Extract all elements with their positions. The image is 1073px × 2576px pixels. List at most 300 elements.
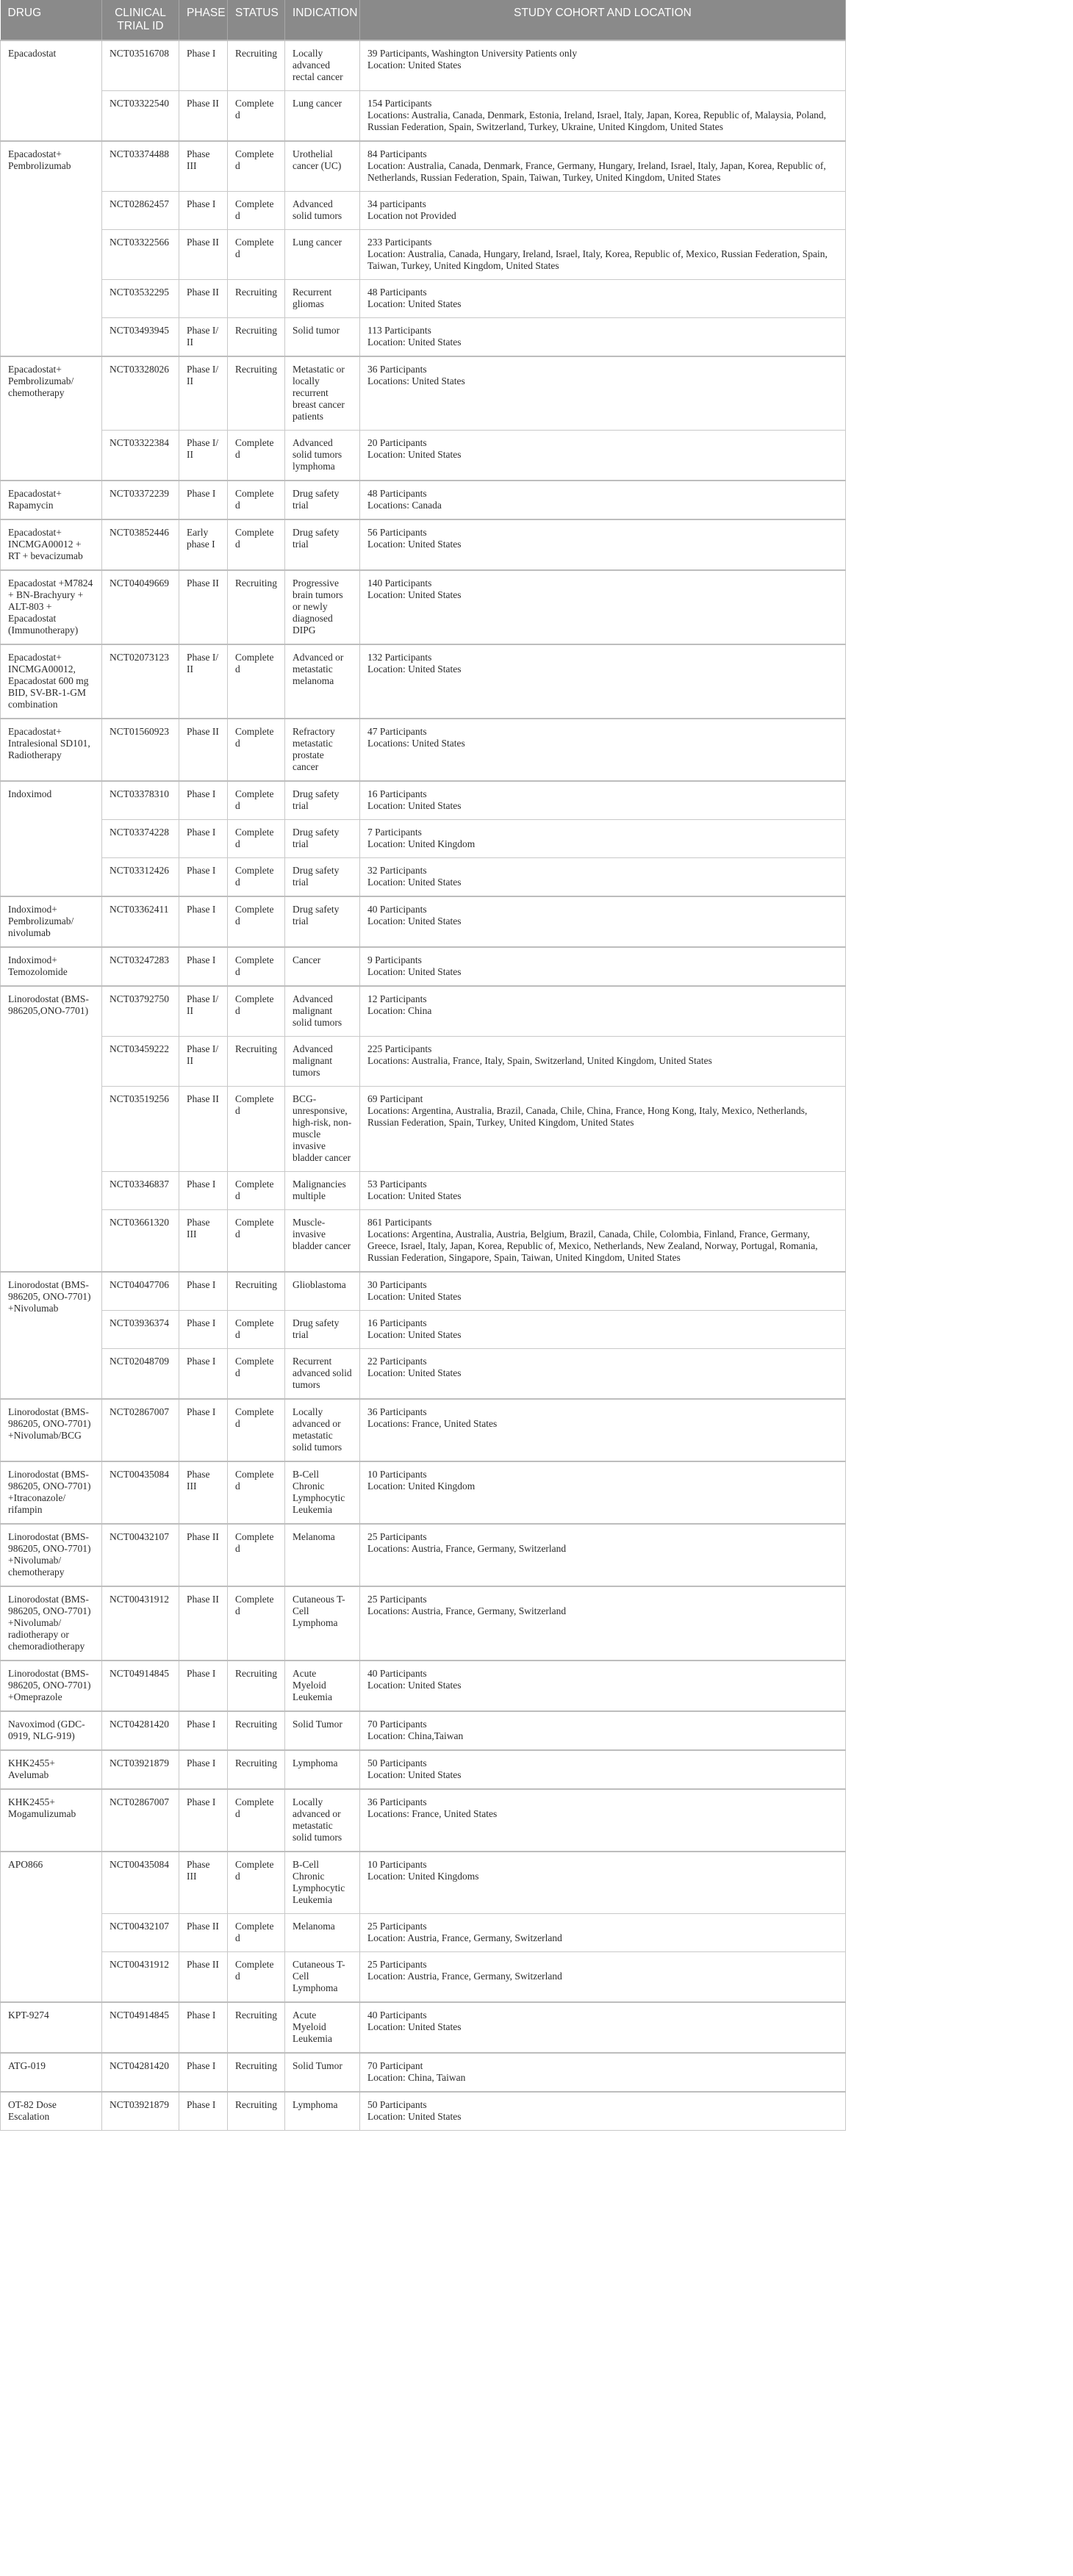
trial-id-cell: NCT00431912 [102,1586,179,1661]
indication-cell: Drug safety trial [285,820,360,858]
indication-cell: Advanced malignant solid tumors [285,986,360,1037]
trial-id-cell: NCT01560923 [102,719,179,781]
trial-id-cell: NCT04047706 [102,1272,179,1311]
status-cell: Completed [228,1311,285,1349]
indication-cell: Drug safety trial [285,781,360,820]
status-cell: Completed [228,1914,285,1952]
drug-cell: KHK2455+ Avelumab [1,1750,102,1789]
participants-text: 36 Participants [367,364,427,375]
cohort-cell [360,1914,846,1952]
indication-cell: Drug safety trial [285,519,360,570]
indication-cell: Lymphoma [285,2092,360,2131]
table-row [1,1349,846,1400]
table-row [1,986,846,1037]
phase-cell: Phase II [179,570,228,644]
cohort-cell [360,356,846,431]
participants-text: 48 Participants [367,488,427,499]
participants-text: 50 Participants [367,2099,427,2110]
cohort-cell [360,1852,846,1914]
cohort-cell [360,781,846,820]
participants-text: 16 Participants [367,788,427,799]
table-row [1,91,846,142]
participants-text: 7 Participants [367,827,422,838]
cohort-cell [360,1210,846,1273]
indication-cell: Lymphoma [285,1750,360,1789]
table-row [1,481,846,519]
status-cell: Completed [228,719,285,781]
indication-cell: Locally advanced or metastatic solid tumors [285,1789,360,1852]
table-row [1,820,846,858]
drug-cell: ATG-019 [1,2053,102,2092]
phase-cell: Phase I [179,781,228,820]
trial-id-cell: NCT03921879 [102,1750,179,1789]
participants-text: 34 participants [367,198,426,209]
status-cell: Recruiting [228,1037,285,1087]
location-text: Location: United States [367,298,462,309]
status-cell: Completed [228,1349,285,1400]
trial-id-cell: NCT00432107 [102,1914,179,1952]
location-text: Locations: Argentina, Australia, Austria, Belgium, Brazil, Canada, Chile, Colombia, Finland, France, Germany, Greece, Israel, Italy, Japan, Korea, Republic of, Mexico, Netherlands, New Zealand, Norway, Portugal, Romania, Russian Federation, Singapore, Spain, Taiwan, United Kingdom, United States [367,1228,818,1263]
participants-text: 70 Participant [367,2060,423,2071]
cohort-cell [360,1586,846,1661]
trial-id-cell: NCT00435084 [102,1461,179,1524]
trial-id-cell: NCT03362411 [102,896,179,947]
indication-cell: Solid Tumor [285,2053,360,2092]
location-text: Location: United States [367,1291,462,1302]
phase-cell: Phase II [179,1087,228,1172]
cohort-cell [360,1461,846,1524]
indication-cell: Drug safety trial [285,896,360,947]
status-cell: Completed [228,91,285,142]
table-row [1,1311,846,1349]
location-text: Locations: Argentina, Australia, Brazil, Canada, Chile, China, France, Hong Kong, Italy, Mexico, Netherlands, Russian Federation, Spain, Turkey, United Kingdom, United States [367,1105,808,1128]
participants-text: 36 Participants [367,1406,427,1417]
location-text: Location: Australia, Canada, Denmark, France, Germany, Hungary, Ireland, Israel, Italy, Japan, Korea, Republic of, Netherlands, Russian Federation, Spain, Taiwan, Turkey, United Kingdom, United States [367,160,826,183]
drug-cell: Epacadostat+ INCMGA00012 + RT + bevacizumab [1,519,102,570]
table-row [1,1661,846,1711]
location-text: Location: United States [367,663,462,674]
cohort-cell [360,1750,846,1789]
indication-cell: Progressive brain tumors or newly diagnosed DIPG [285,570,360,644]
status-cell: Completed [228,1952,285,2003]
phase-cell: Phase I/ II [179,1037,228,1087]
phase-cell: Phase I [179,2053,228,2092]
location-text: Location: United States [367,1329,462,1340]
cohort-cell [360,280,846,318]
indication-cell: B-Cell Chronic Lymphocytic Leukemia [285,1461,360,1524]
phase-cell: Phase I [179,858,228,897]
trial-id-cell: NCT02073123 [102,644,179,719]
cohort-cell [360,644,846,719]
cohort-cell [360,481,846,519]
drug-cell: Linorodostat (BMS-986205,ONO-7701) [1,986,102,1272]
trial-id-cell: NCT03322384 [102,431,179,481]
status-cell: Completed [228,1789,285,1852]
participants-text: 154 Participants [367,98,432,109]
indication-cell: Refractory metastatic prostate cancer [285,719,360,781]
table-row [1,644,846,719]
cohort-cell [360,91,846,142]
status-cell: Completed [228,1586,285,1661]
phase-cell: Phase II [179,230,228,280]
trial-id-cell: NCT04049669 [102,570,179,644]
participants-text: 69 Participant [367,1093,423,1104]
location-text: Location: United States [367,1367,462,1378]
phase-cell: Phase I [179,1711,228,1750]
location-text: Location: United States [367,1680,462,1691]
trial-id-cell: NCT04281420 [102,1711,179,1750]
trial-id-cell: NCT02867007 [102,1399,179,1461]
drug-cell: Linorodostat (BMS-986205, ONO-7701) +Nivolumab/ radiotherapy or chemoradiotherapy [1,1586,102,1661]
trial-id-cell: NCT03378310 [102,781,179,820]
trial-id-cell: NCT03792750 [102,986,179,1037]
indication-cell: Glioblastoma [285,1272,360,1311]
status-cell: Completed [228,1210,285,1273]
drug-cell: Navoximod (GDC-0919, NLG-919) [1,1711,102,1750]
phase-cell: Phase I/ II [179,356,228,431]
phase-cell: Phase I [179,1349,228,1400]
table-row [1,1399,846,1461]
cohort-cell [360,1349,846,1400]
table-row [1,570,846,644]
indication-cell: Locally advanced or metastatic solid tumors [285,1399,360,1461]
phase-cell: Phase I [179,481,228,519]
trial-id-cell: NCT03921879 [102,2092,179,2131]
location-text: Location: China [367,1005,432,1016]
status-cell: Completed [228,192,285,230]
table-row [1,356,846,431]
indication-cell: Advanced solid tumors [285,192,360,230]
drug-cell: Indoximod [1,781,102,896]
status-cell: Recruiting [228,280,285,318]
status-cell: Recruiting [228,2053,285,2092]
participants-text: 9 Participants [367,954,422,965]
location-text: Locations: France, United States [367,1418,498,1429]
drug-cell: Linorodostat (BMS-986205, ONO-7701) +Omeprazole [1,1661,102,1711]
table-row [1,1789,846,1852]
participants-text: 12 Participants [367,993,427,1004]
participants-text: 48 Participants [367,287,427,298]
table-header [1,0,846,40]
trial-id-cell: NCT04914845 [102,1661,179,1711]
status-cell: Recruiting [228,2092,285,2131]
location-text: Location: United States [367,60,462,71]
participants-text: 113 Participants [367,325,431,336]
drug-cell: Linorodostat (BMS-986205, ONO-7701) +Nivolumab/BCG [1,1399,102,1461]
table-row [1,1750,846,1789]
participants-text: 47 Participants [367,726,427,737]
indication-cell: Lung cancer [285,91,360,142]
indication-cell: Acute Myeloid Leukemia [285,2002,360,2053]
participants-text: 140 Participants [367,578,432,589]
phase-cell: Phase I [179,1272,228,1311]
indication-cell: Lung cancer [285,230,360,280]
location-text: Locations: Canada [367,500,442,511]
participants-text: 56 Participants [367,527,427,538]
trial-id-cell: NCT03328026 [102,356,179,431]
participants-text: 225 Participants [367,1043,432,1054]
indication-cell: Melanoma [285,1524,360,1586]
phase-cell: Early phase I [179,519,228,570]
trial-id-cell: NCT03852446 [102,519,179,570]
status-cell: Recruiting [228,1272,285,1311]
location-text: Location not Provided [367,210,456,221]
location-text: Locations: United States [367,375,465,386]
drug-cell: Epacadostat +M7824 + BN-Brachyury + ALT-803 + Epacadostat (Immunotherapy) [1,570,102,644]
location-text: Location: United States [367,1769,462,1780]
status-cell: Recruiting [228,2002,285,2053]
table-row [1,781,846,820]
drug-cell: Indoximod+ Temozolomide [1,947,102,986]
phase-cell: Phase I [179,2002,228,2053]
trial-id-cell: NCT04281420 [102,2053,179,2092]
phase-cell: Phase I [179,896,228,947]
drug-cell: Epacadostat+ Pembrolizumab/ chemotherapy [1,356,102,481]
indication-cell: Cutaneous T-Cell Lymphoma [285,1952,360,2003]
phase-cell: Phase I [179,820,228,858]
table-row [1,2002,846,2053]
indication-cell: Advanced solid tumors lymphoma [285,431,360,481]
participants-text: 10 Participants [367,1859,427,1870]
cohort-cell [360,820,846,858]
location-text: Locations: Australia, France, Italy, Spain, Switzerland, United Kingdom, United States [367,1055,712,1066]
cohort-cell [360,1037,846,1087]
status-cell: Recruiting [228,40,285,91]
cohort-cell [360,40,846,91]
status-cell: Completed [228,481,285,519]
indication-cell: B-Cell Chronic Lymphocytic Leukemia [285,1852,360,1914]
table-row [1,719,846,781]
drug-cell: Indoximod+ Pembrolizumab/ nivolumab [1,896,102,947]
phase-cell: Phase I [179,192,228,230]
indication-cell: Melanoma [285,1914,360,1952]
location-text: Location: United Kingdom [367,838,476,849]
cohort-cell [360,519,846,570]
cohort-cell [360,318,846,357]
location-text: Location: United States [367,1190,462,1201]
location-text: Location: Austria, France, Germany, Switzerland [367,1932,562,1943]
status-cell: Recruiting [228,1750,285,1789]
trial-id-cell: NCT03312426 [102,858,179,897]
drug-cell: Epacadostat+ Pembrolizumab [1,141,102,356]
trial-id-cell: NCT03532295 [102,280,179,318]
drug-cell: Epacadostat+ INCMGA00012, Epacadostat 600 mg BID, SV-BR-1-GM combination [1,644,102,719]
cohort-cell [360,141,846,192]
cohort-cell [360,2092,846,2131]
location-text: Location: United States [367,877,462,888]
cohort-cell [360,2002,846,2053]
table-row [1,230,846,280]
trial-id-cell: NCT03936374 [102,1311,179,1349]
cohort-cell [360,719,846,781]
participants-text: 25 Participants [367,1531,427,1542]
location-text: Location: China, Taiwan [367,2072,466,2083]
trial-id-cell: NCT02048709 [102,1349,179,1400]
phase-cell: Phase I/ II [179,431,228,481]
location-text: Locations: Austria, France, Germany, Switzerland [367,1543,567,1554]
indication-cell: Urothelial cancer (UC) [285,141,360,192]
drug-cell: KPT-9274 [1,2002,102,2053]
indication-cell: Acute Myeloid Leukemia [285,1661,360,1711]
location-text: Location: United Kingdoms [367,1871,479,1882]
phase-cell: Phase I/ II [179,986,228,1037]
phase-cell: Phase III [179,141,228,192]
status-cell: Completed [228,858,285,897]
indication-cell: Solid Tumor [285,1711,360,1750]
cohort-cell [360,1087,846,1172]
cohort-cell [360,986,846,1037]
indication-cell: Metastatic or locally recurrent breast cancer patients [285,356,360,431]
header-drug: DRUG [1,0,102,40]
cohort-cell [360,1272,846,1311]
cohort-cell [360,896,846,947]
status-cell: Completed [228,781,285,820]
phase-cell: Phase I [179,1750,228,1789]
table-row [1,192,846,230]
participants-text: 40 Participants [367,904,427,915]
phase-cell: Phase I [179,1399,228,1461]
phase-cell: Phase I/ II [179,318,228,357]
cohort-cell [360,230,846,280]
table-row [1,2092,846,2131]
participants-text: 30 Participants [367,1279,427,1290]
participants-text: 32 Participants [367,865,427,876]
table-row [1,141,846,192]
trial-id-cell: NCT03346837 [102,1172,179,1210]
location-text: Location: United Kingdom [367,1481,476,1492]
participants-text: 50 Participants [367,1757,427,1769]
phase-cell: Phase II [179,1952,228,2003]
trial-id-cell: NCT00431912 [102,1952,179,2003]
trial-id-cell: NCT03459222 [102,1037,179,1087]
header-indication: INDICATION [285,0,360,40]
trial-id-cell: NCT03374228 [102,820,179,858]
trial-id-cell: NCT00432107 [102,1524,179,1586]
cohort-cell [360,192,846,230]
location-text: Locations: Australia, Canada, Denmark, Estonia, Ireland, Israel, Italy, Japan, Korea, Republic of, Malaysia, Poland, Russian Federation, Spain, Switzerland, Turkey, Ukraine, United Kingdom, United States [367,109,827,132]
table-row [1,318,846,357]
indication-cell: Drug safety trial [285,858,360,897]
trial-id-cell: NCT03322566 [102,230,179,280]
trial-id-cell: NCT03516708 [102,40,179,91]
indication-cell: Advanced malignant tumors [285,1037,360,1087]
table-row [1,947,846,986]
cohort-cell [360,1524,846,1586]
table-row [1,1852,846,1914]
status-cell: Completed [228,1524,285,1586]
indication-cell: Solid tumor [285,318,360,357]
participants-text: 10 Participants [367,1469,427,1480]
status-cell: Completed [228,431,285,481]
participants-text: 25 Participants [367,1594,427,1605]
location-text: Location: United States [367,2111,462,2122]
location-text: Locations: United States [367,738,465,749]
participants-text: 25 Participants [367,1959,427,1970]
drug-cell: OT-82 Dose Escalation [1,2092,102,2131]
status-cell: Recruiting [228,318,285,357]
location-text: Location: United States [367,2021,462,2032]
location-text: Location: China,Taiwan [367,1730,464,1741]
status-cell: Completed [228,820,285,858]
status-cell: Completed [228,519,285,570]
status-cell: Completed [228,1172,285,1210]
participants-text: 40 Participants [367,2010,427,2021]
indication-cell: Cutaneous T-Cell Lymphoma [285,1586,360,1661]
participants-text: 16 Participants [367,1317,427,1328]
phase-cell: Phase I [179,947,228,986]
location-text: Location: United States [367,337,462,348]
indication-cell: Locally advanced rectal cancer [285,40,360,91]
trial-id-cell: NCT03247283 [102,947,179,986]
location-text: Locations: Austria, France, Germany, Switzerland [367,1605,567,1616]
participants-text: 84 Participants [367,148,427,159]
status-cell: Completed [228,1852,285,1914]
status-cell: Recruiting [228,1661,285,1711]
indication-cell: Drug safety trial [285,481,360,519]
status-cell: Recruiting [228,1711,285,1750]
cohort-cell [360,1711,846,1750]
status-cell: Recruiting [228,356,285,431]
indication-cell: Drug safety trial [285,1311,360,1349]
header-phase: PHASE [179,0,228,40]
phase-cell: Phase II [179,1586,228,1661]
phase-cell: Phase III [179,1210,228,1273]
cohort-cell [360,1661,846,1711]
trial-id-cell: NCT04914845 [102,2002,179,2053]
indication-cell: Recurrent gliomas [285,280,360,318]
phase-cell: Phase II [179,1524,228,1586]
status-cell: Completed [228,896,285,947]
phase-cell: Phase II [179,719,228,781]
table-row [1,431,846,481]
trial-id-cell: NCT02867007 [102,1789,179,1852]
status-cell: Completed [228,1399,285,1461]
table-row [1,1172,846,1210]
participants-text: 70 Participants [367,1719,427,1730]
location-text: Location: Australia, Canada, Hungary, Ireland, Israel, Italy, Korea, Republic of, Mexico, Russian Federation, Spain, Taiwan, Turkey, United Kingdom, United States [367,248,828,271]
header-status: STATUS [228,0,285,40]
phase-cell: Phase I [179,1789,228,1852]
cohort-cell [360,2053,846,2092]
location-text: Location: United States [367,915,462,927]
phase-cell: Phase I [179,1311,228,1349]
participants-text: 25 Participants [367,1921,427,1932]
trial-id-cell: NCT03519256 [102,1087,179,1172]
table-row [1,1037,846,1087]
header-cohort: STUDY COHORT AND LOCATION [360,0,846,40]
table-row [1,2053,846,2092]
trial-id-cell: NCT03493945 [102,318,179,357]
drug-cell: KHK2455+ Mogamulizumab [1,1789,102,1852]
table-row [1,858,846,897]
cohort-cell [360,1172,846,1210]
status-cell: Recruiting [228,570,285,644]
table-row [1,1711,846,1750]
status-cell: Completed [228,230,285,280]
participants-text: 53 Participants [367,1179,427,1190]
cohort-cell [360,431,846,481]
participants-text: 861 Participants [367,1217,432,1228]
table-row [1,1586,846,1661]
cohort-cell [360,947,846,986]
drug-cell: Linorodostat (BMS-986205, ONO-7701) +Nivolumab [1,1272,102,1399]
cohort-cell [360,858,846,897]
status-cell: Completed [228,1461,285,1524]
trial-id-cell: NCT03322540 [102,91,179,142]
phase-cell: Phase II [179,1914,228,1952]
cohort-cell [360,1789,846,1852]
trial-id-cell: NCT00435084 [102,1852,179,1914]
